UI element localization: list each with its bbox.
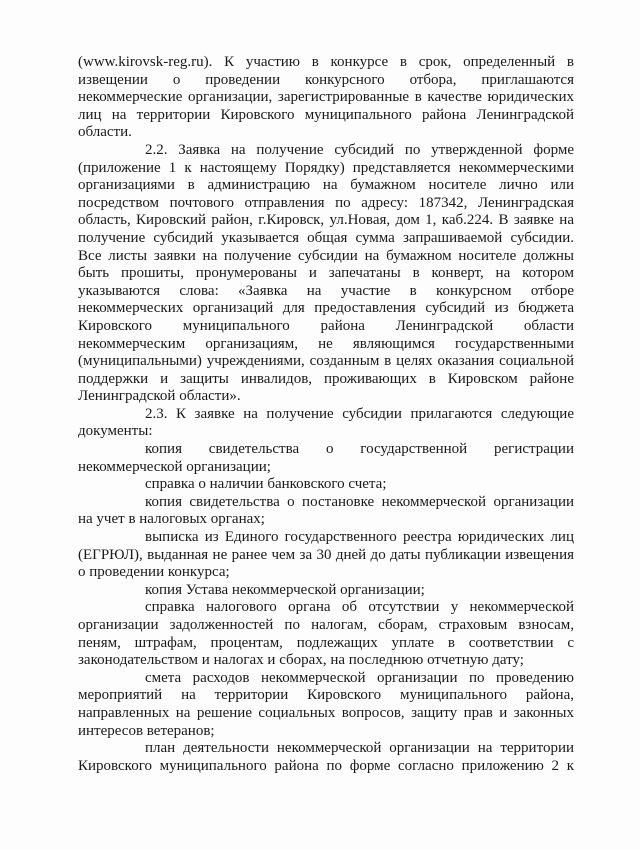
list-item-expense-estimate: смета расходов некоммерческой организации по проведению мероприятий на территории Кировского муниципального района, направленных на решение социальных вопросов, защиту прав и законных интересов ветеранов; <box>78 669 574 739</box>
list-item-activity-plan: план деятельности некоммерческой организации на территории Кировского муниципального района по форме согласно приложению 2 к <box>78 740 574 774</box>
list-item-tax-registration: копия свидетельства о постановке некоммерческой организации на учет в налоговых органах; <box>78 493 574 528</box>
paragraph-2-2: 2.2. Заявка на получение субсидий по утвержденной форме (приложение 1 к настоящему Порядку) представляется некоммерческими организациями в администрацию на бумажном носителе лично или посредством почтового отправления по адресу: 187342, Ленинградская область, Кировский район, г.Кировск, ул.Новая, дом 1, каб.224. В заявке на получение субсидий указывается общая сумма запрашиваемой субсидии. Все листы заявки на получение субсидии на бумажном носителе должны быть прошиты, пронумерованы и запечатаны в конверт, на котором указываются слова: «Заявка на участие в конкурсном отборе некоммерческих организаций для предоставления субсидий из бюджета Кировского муниципального района Ленинградской области некоммерческим организациям, не являющимся государственными (муниципальными) учреждениями, созданным в целях оказания социальной поддержки и защиты инвалидов, проживающих в Кировском районе Ленинградской области». <box>78 141 574 405</box>
paragraph-2-3: 2.3. К заявке на получение субсидии прилагаются следующие документы: <box>78 405 574 440</box>
document-body <box>78 54 574 775</box>
paragraph-intro-continuation: (www.kirovsk-reg.ru). К участию в конкурсе в срок, определенный в извещении о проведении конкурсного отбора, приглашаются некоммерческие организации, зарегистрированные в качестве юридических лиц на территории Кировского муниципального района Ленинградской области. <box>78 54 574 141</box>
list-item-bank-account: справка о наличии банковского счета; <box>145 476 387 493</box>
list-item-charter-copy: копия Устава некоммерческой организации; <box>145 581 425 598</box>
list-item-egrul-extract: выписка из Единого государственного реестра юридических лиц (ЕГРЮЛ), выданная не ранее чем за 30 дней до даты публикации извещения о проведении конкурса; <box>78 529 574 581</box>
list-item-registration-certificate: копия свидетельства о государственной регистрации некоммерческой организации; <box>78 441 574 475</box>
list-item-tax-certificate: справка налогового органа об отсутствии у некоммерческой организации задолженностей по налогам, сборам, страховым взносам, пеням, штрафам, процентам, подлежащих уплате в соответствии с законодательством и налогах и сборах, на последнюю отчетную дату; <box>78 599 574 669</box>
